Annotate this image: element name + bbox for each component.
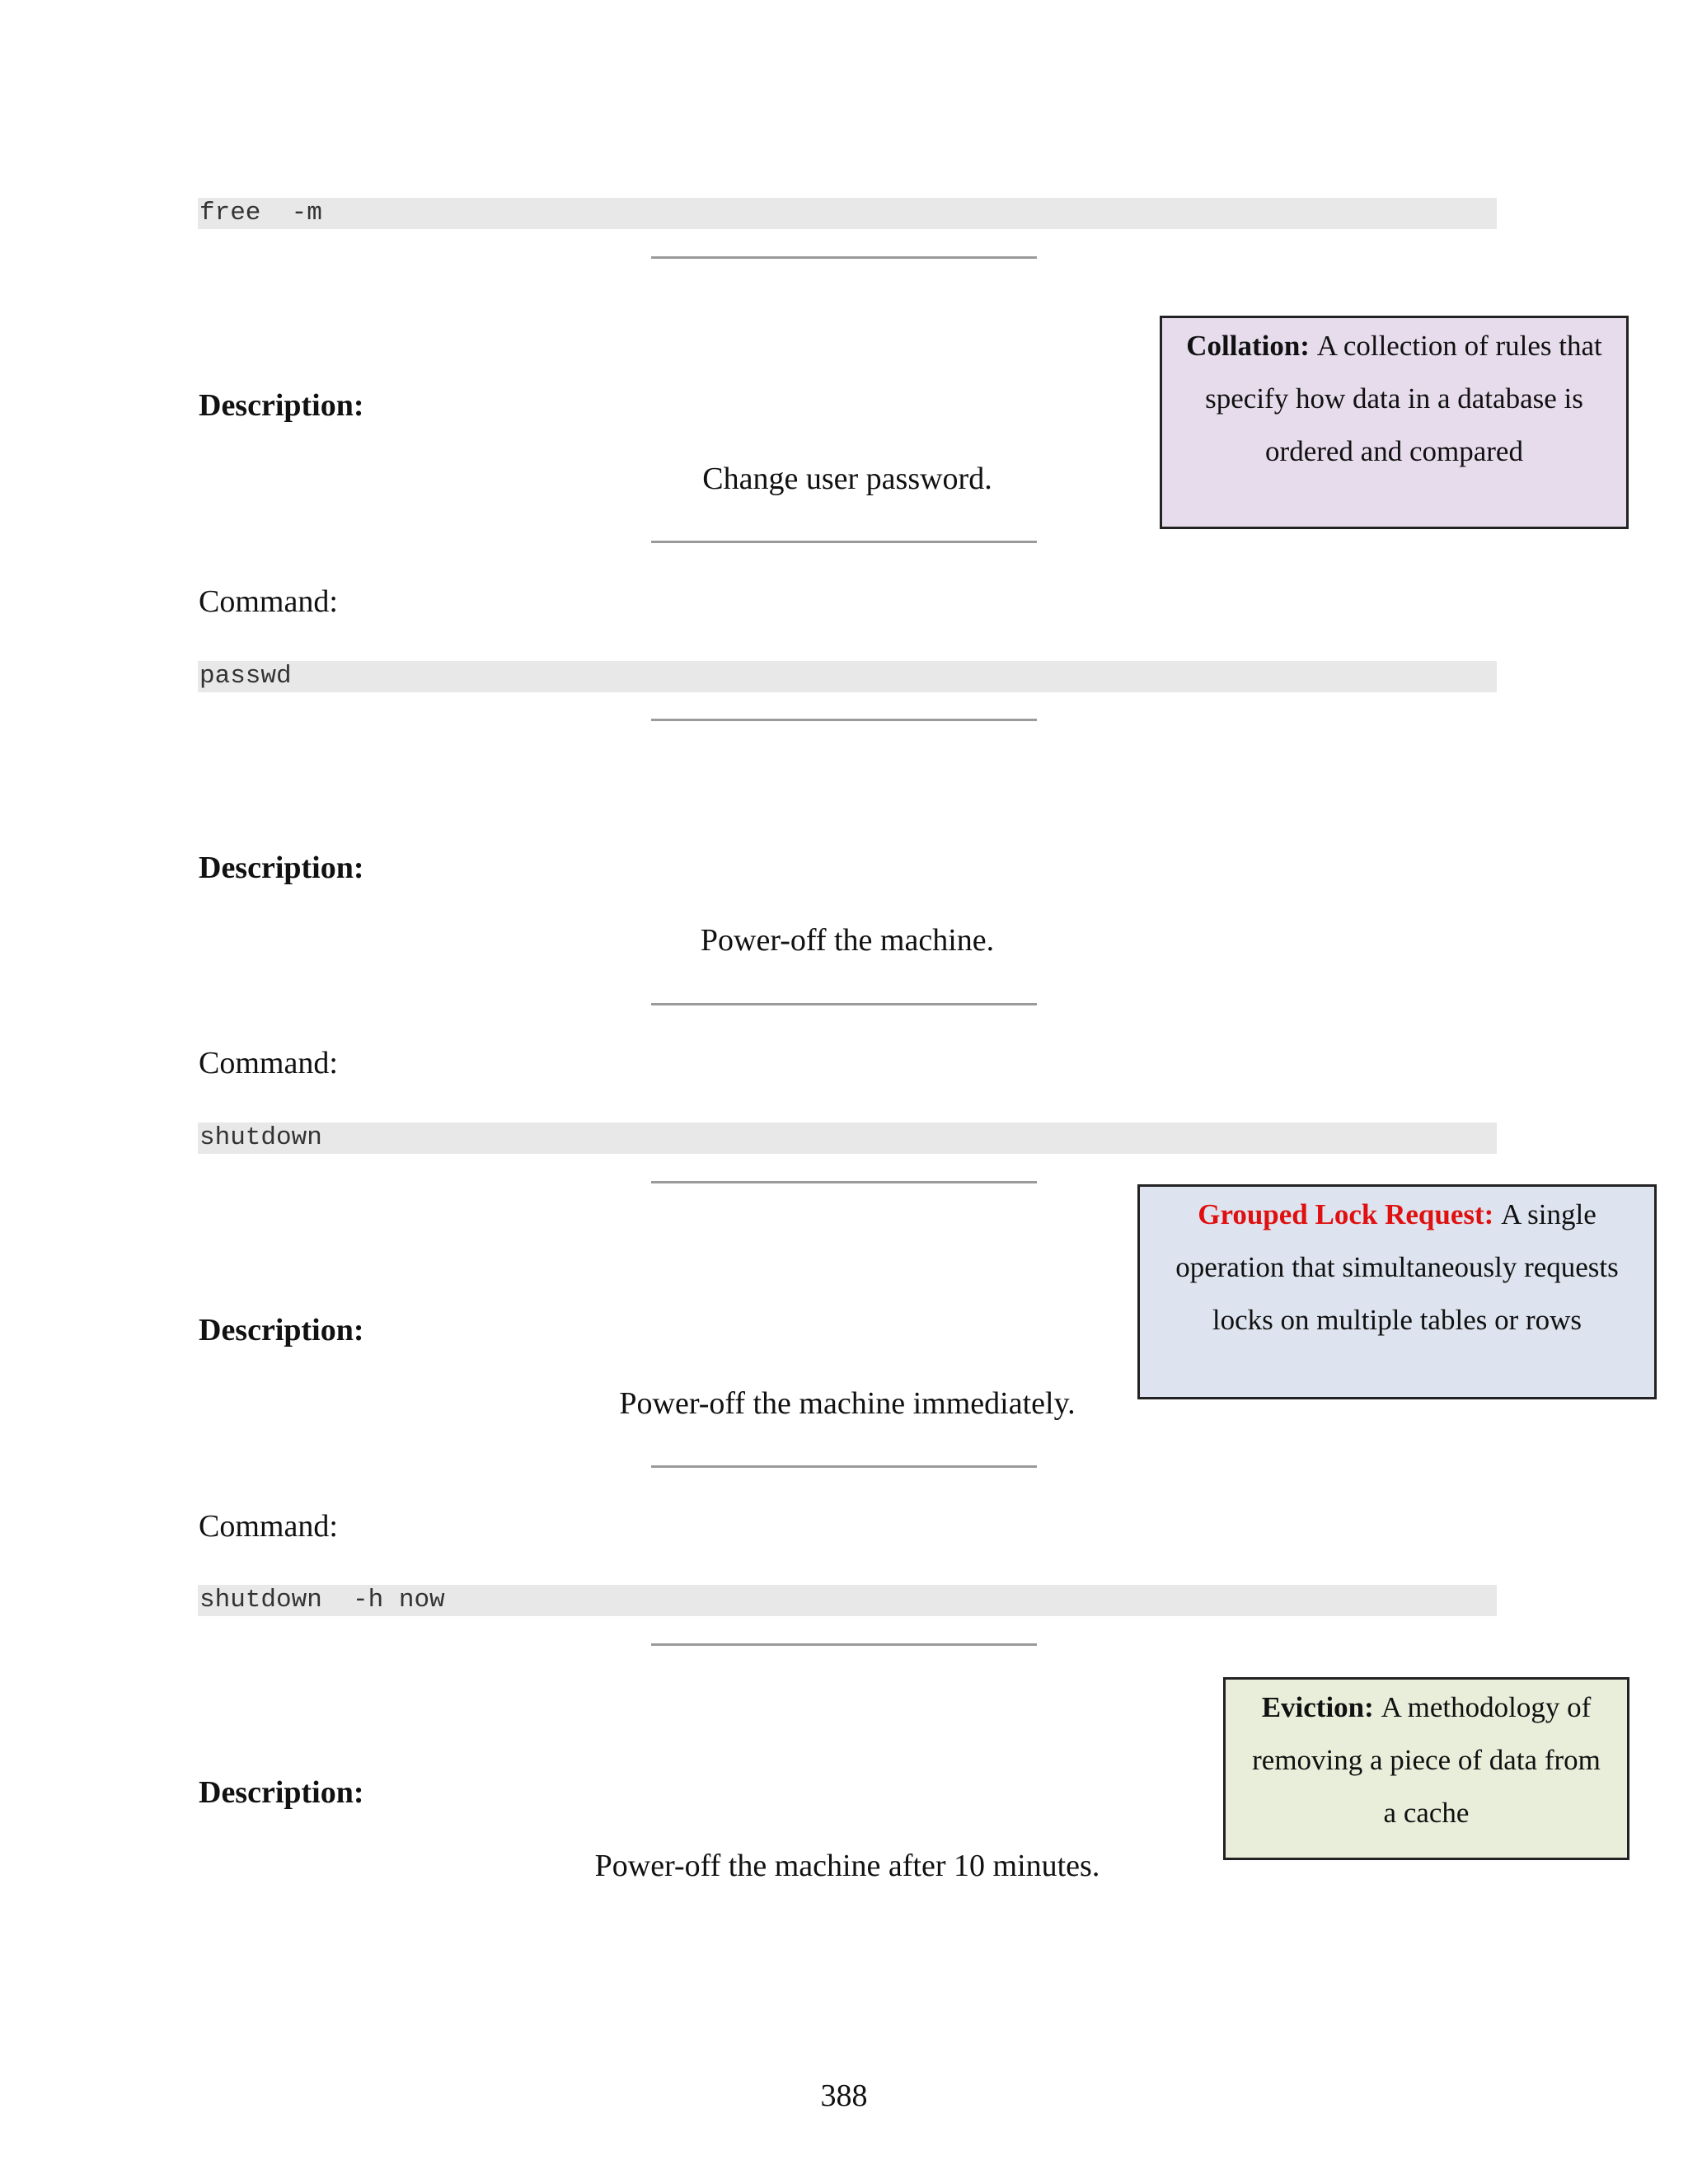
description-text: Power-off the machine after 10 minutes. [594, 1849, 1100, 1883]
code-block: shutdown -h now [198, 1585, 1497, 1616]
command-label: Command: [199, 1509, 338, 1544]
description-text: Power-off the machine immediately. [619, 1386, 1076, 1421]
command-label: Command: [199, 1046, 338, 1080]
callout-term: Collation: [1186, 330, 1317, 362]
description-label: Description: [199, 388, 364, 423]
description-text: Power-off the machine. [700, 923, 995, 958]
callout-definition: A collection of rules that specify how data in a database is ordered and compared [1205, 330, 1602, 467]
command-label: Command: [199, 584, 338, 619]
code-block: shutdown [198, 1122, 1497, 1154]
code-block: passwd [198, 661, 1497, 692]
description-label: Description: [199, 1313, 364, 1347]
divider [651, 541, 1037, 543]
divider [651, 1003, 1037, 1005]
description-label: Description: [199, 851, 364, 885]
callout-grouped-lock-request [1137, 1184, 1657, 1399]
callout-term: Eviction: [1261, 1691, 1381, 1723]
divider [651, 1643, 1037, 1646]
callout-term: Grouped Lock Request: [1198, 1198, 1502, 1230]
callout-eviction [1223, 1677, 1629, 1860]
callout-collation [1160, 316, 1629, 529]
divider [651, 1465, 1037, 1468]
divider [651, 1181, 1037, 1183]
code-block: free -m [198, 198, 1497, 229]
callout-definition: A methodology of removing a piece of data from a cache [1252, 1691, 1601, 1829]
page-number: 388 [820, 2079, 868, 2113]
callout-definition: A single operation that simultaneously requests locks on multiple tables or rows [1175, 1198, 1619, 1336]
divider [651, 719, 1037, 721]
description-text: Change user password. [702, 462, 992, 496]
description-label: Description: [199, 1775, 364, 1810]
divider [651, 256, 1037, 259]
